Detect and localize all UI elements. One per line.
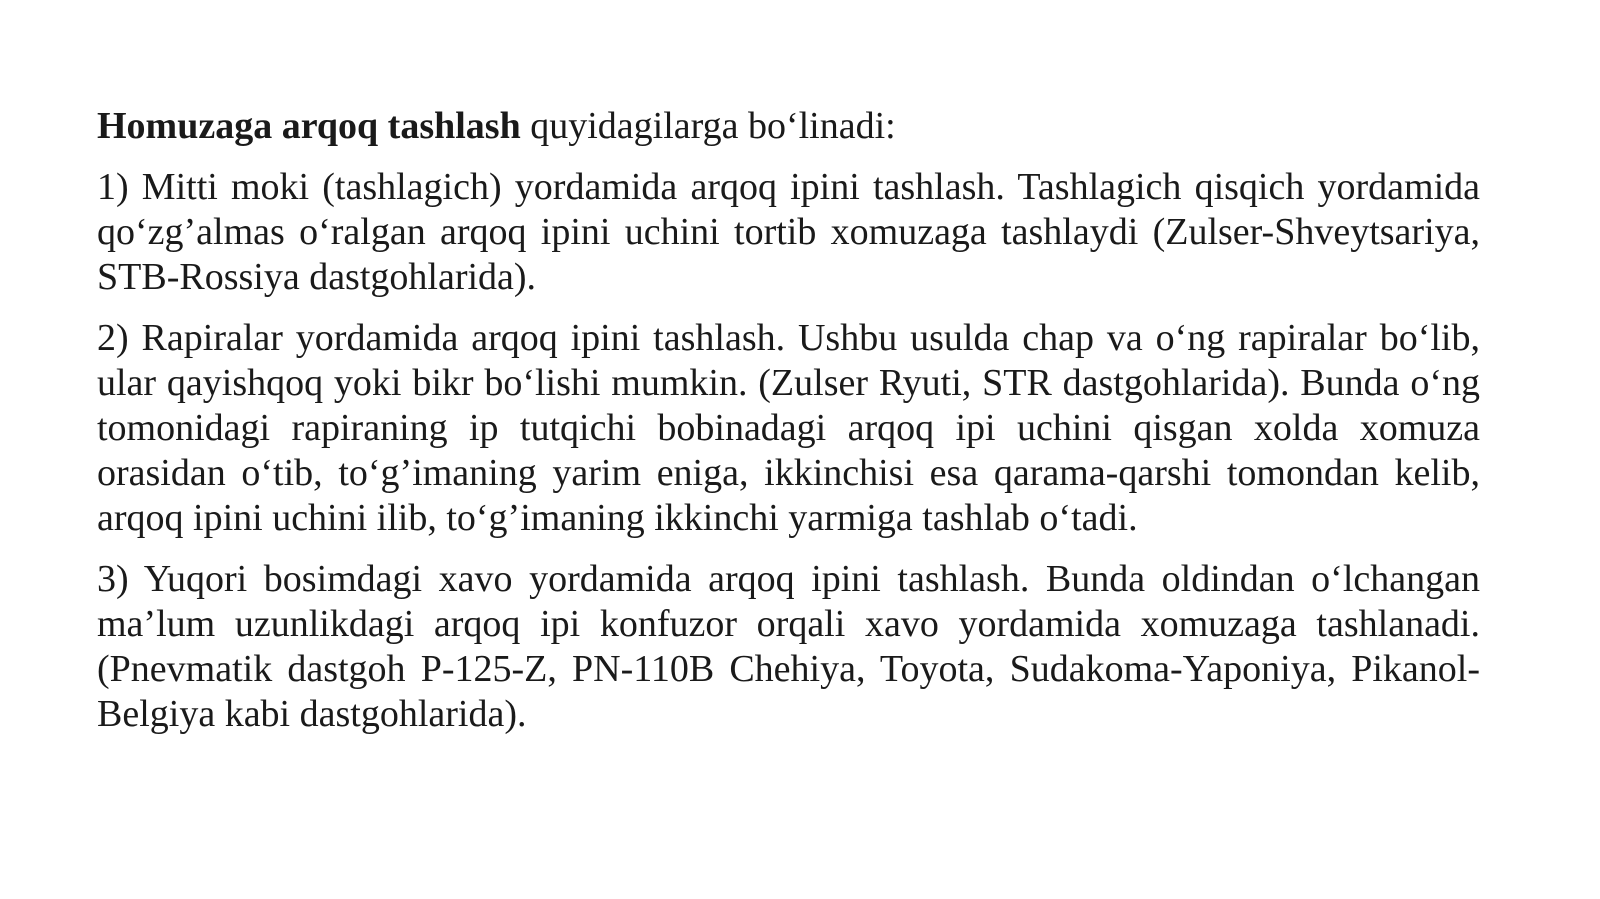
list-item-3: 3) Yuqori bosimdagi xavo yordamida arqoq ipini tashlash. Bunda oldindan o‘lchangan ma’lum uzunlikdagi arqoq ipi konfuzor orqali xavo yordamida xomuzaga tashlanadi. (Pnevmatik dastgoh P-125-Z, PN-110B Chehiya, Toyota, Sudakoma-Yaponiya, Pikanol-Belgiya kabi dastgohlarida). [97, 558, 1480, 735]
intro-paragraph [97, 104, 1480, 149]
slide-body [97, 104, 1480, 753]
intro-bold-term: Homuzaga arqoq tashlash [97, 105, 521, 147]
list-item-2: 2) Rapiralar yordamida arqoq ipini tashlash. Ushbu usulda chap va o‘ng rapiralar bo‘lib, ular qayishqoq yoki bikr bo‘lishi mumkin. (Zulser Ryuti, STR dastgohlarida). Bunda o‘ng tomonidagi rapiraning ip tutqichi bobinadagi arqoq ipi uchini qisgan xolda xomuza orasidan o‘tib, to‘g’imaning yarim eniga, ikkinchisi esa qarama-qarshi tomondan kelib, arqoq ipini uchini ilib, to‘g’imaning ikkinchi yarmiga tashlab o‘tadi. [97, 317, 1480, 539]
intro-rest-text: quyidagilarga bo‘linadi: [520, 105, 896, 147]
list-item-1: 1) Mitti moki (tashlagich) yordamida arqoq ipini tashlash. Tashlagich qisqich yordamida qo‘zg’almas o‘ralgan arqoq ipini uchini tortib xomuzaga tashlaydi (Zulser-Shveytsariya, STB-Rossiya dastgohlarida). [97, 166, 1480, 298]
